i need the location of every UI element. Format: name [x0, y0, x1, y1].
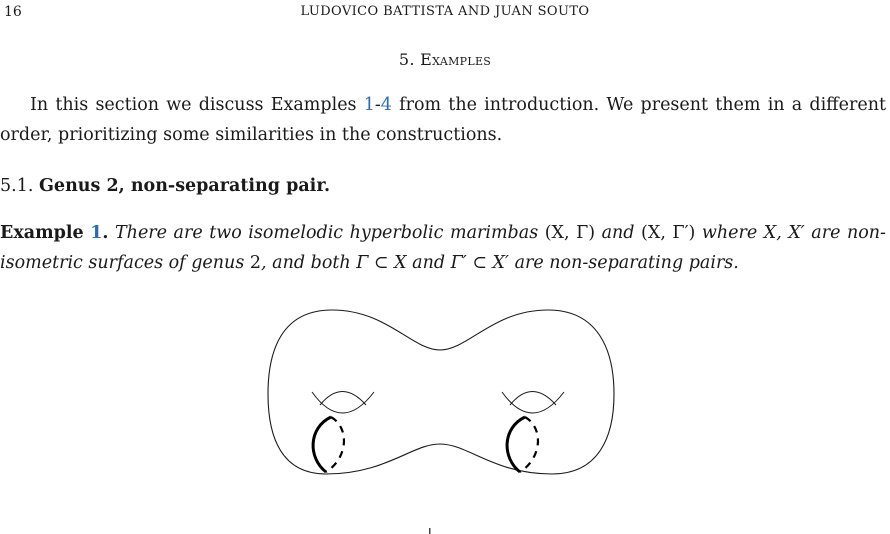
- left-hole-upper-curve: [320, 392, 366, 406]
- surface-outline: [268, 310, 614, 474]
- subsection-number: 5.1.: [0, 176, 34, 196]
- example-text-e: , and both: [261, 253, 357, 273]
- intro-text-a: In this section we discuss Examples: [30, 95, 364, 115]
- example-ref-link-4[interactable]: 4: [380, 95, 392, 115]
- cut-off-glyph: [428, 528, 432, 534]
- math-genus: 2: [249, 253, 262, 273]
- math-pair-2: (X, Γ′): [641, 223, 696, 243]
- example-text-f: and: [406, 253, 451, 273]
- left-hole-lower-curve: [312, 392, 374, 413]
- genus-2-surface-figure: [262, 306, 618, 482]
- example-text-a: There are two isomelodic hyperbolic marimbas: [108, 223, 545, 243]
- left-curve-front: [313, 417, 331, 472]
- right-hole-upper-curve: [510, 392, 556, 406]
- right-curve-back: [520, 417, 538, 472]
- intro-text-b: from the introduction. We present them in a different order, prioritizing some similarities in the constructions.: [0, 95, 886, 145]
- intro-dash: -: [374, 95, 381, 115]
- left-curve-back: [326, 417, 344, 472]
- math-inclusion-1: Γ ⊂ X: [356, 253, 407, 273]
- right-curve-front: [507, 417, 525, 472]
- math-surfaces: X, X′: [763, 223, 805, 243]
- example-label: Example: [0, 223, 84, 243]
- example-text-c: where: [695, 223, 764, 243]
- example-text-d: are non-isometric surfaces of genus: [0, 223, 886, 273]
- example-text-g: are non-separating pairs.: [509, 253, 739, 273]
- section-title: 5. Examples: [398, 50, 492, 69]
- math-pair-1: (X, Γ): [544, 223, 596, 243]
- example-statement: [0, 218, 886, 278]
- example-text-b: and: [595, 223, 642, 243]
- running-head: LUDOVICO BATTISTA AND JUAN SOUTO: [300, 4, 590, 19]
- math-inclusion-2: Γ′ ⊂ X′: [450, 253, 509, 273]
- example-number-link[interactable]: 1: [90, 223, 103, 243]
- subsection-title: Genus 2, non-separating pair.: [38, 176, 331, 196]
- example-ref-link-1[interactable]: 1: [363, 95, 375, 115]
- page-number: 16: [4, 4, 22, 20]
- example-period: .: [102, 223, 109, 243]
- intro-paragraph: [0, 90, 886, 150]
- subsection-heading: [0, 176, 330, 196]
- right-hole-lower-curve: [502, 392, 564, 413]
